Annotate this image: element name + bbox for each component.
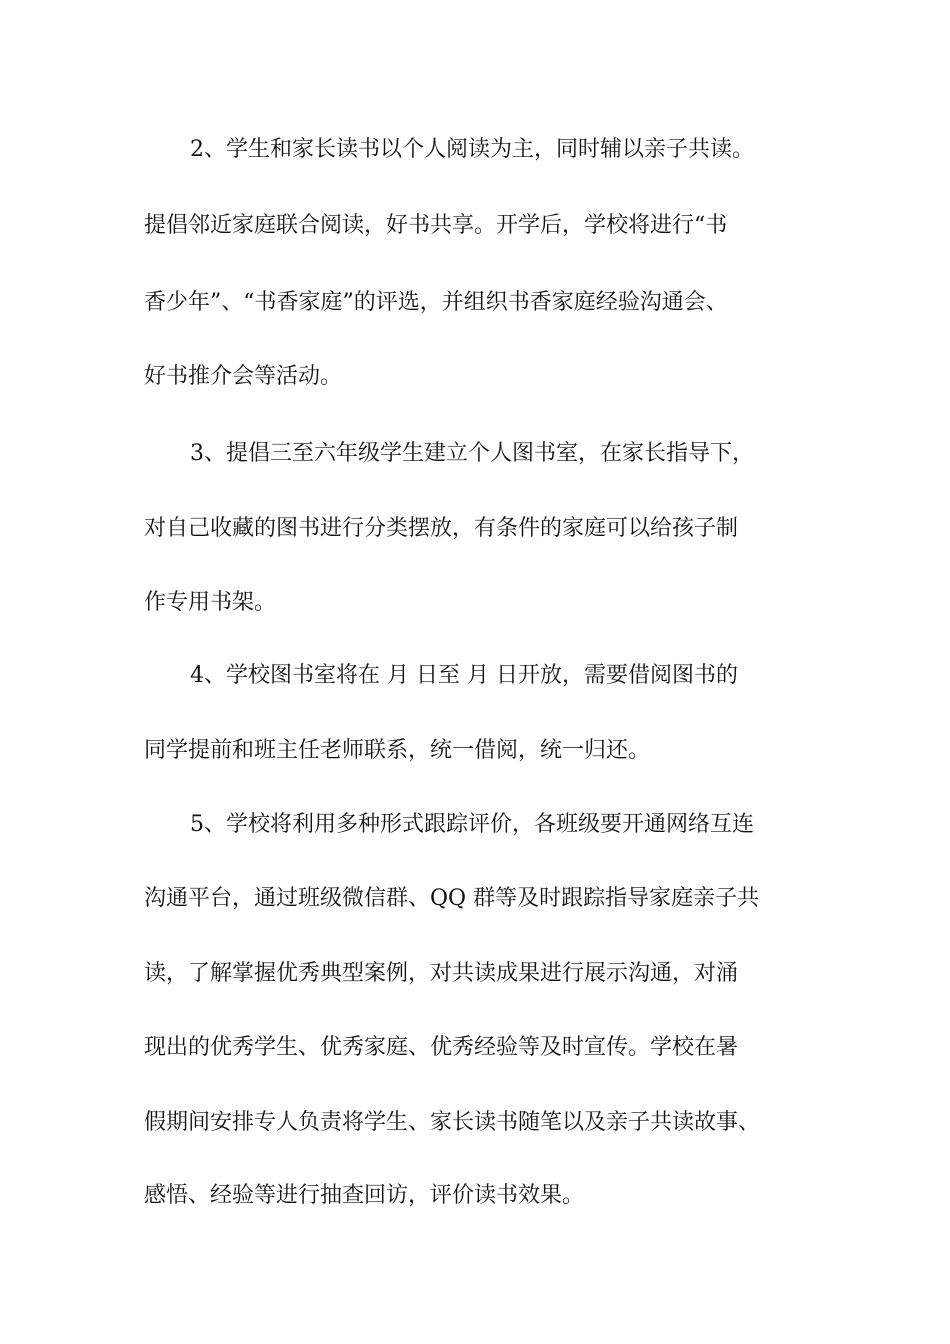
paragraph-4-line-1: 4、学校图书室将在 月 日至 月 日开放，需要借阅图书的 <box>190 663 738 688</box>
paragraph-2-line-1: 2、学生和家长读书以个人阅读为主，同时辅以亲子共读。 <box>190 137 754 162</box>
paragraph-2-line-3: 香少年”、“书香家庭”的评选，并组织书香家庭经验沟通会、 <box>144 290 728 315</box>
paragraph-5-line-3: 读，了解掌握优秀典型案例，对共读成果进行展示沟通，对涌 <box>144 961 739 986</box>
paragraph-3-line-1: 3、提倡三至六年级学生建立个人图书室，在家长指导下， <box>190 441 754 466</box>
paragraph-5-line-4: 现出的优秀学生、优秀家庭、优秀经验等及时宣传。学校在暑 <box>144 1035 739 1060</box>
paragraph-5-line-6: 感悟、经验等进行抽查回访，评价读书效果。 <box>144 1183 585 1208</box>
paragraph-5-line-1: 5、学校将利用多种形式跟踪评价，各班级要开通网络互连 <box>190 812 754 837</box>
paragraph-5-line-2: 沟通平台，通过班级微信群、QQ 群等及时跟踪指导家庭亲子共 <box>144 886 760 911</box>
paragraph-2-line-4: 好书推介会等活动。 <box>144 364 343 389</box>
paragraph-4-line-2: 同学提前和班主任老师联系，统一借阅，统一归还。 <box>144 738 651 763</box>
paragraph-3-line-3: 作专用书架。 <box>144 590 277 615</box>
paragraph-3-line-2: 对自己收藏的图书进行分类摆放，有条件的家庭可以给孩子制 <box>144 516 739 541</box>
paragraph-5-line-5: 假期间安排专人负责将学生、家长读书随笔以及亲子共读故事、 <box>144 1110 761 1135</box>
paragraph-2-line-2: 提倡邻近家庭联合阅读，好书共享。开学后，学校将进行“书 <box>144 213 728 238</box>
